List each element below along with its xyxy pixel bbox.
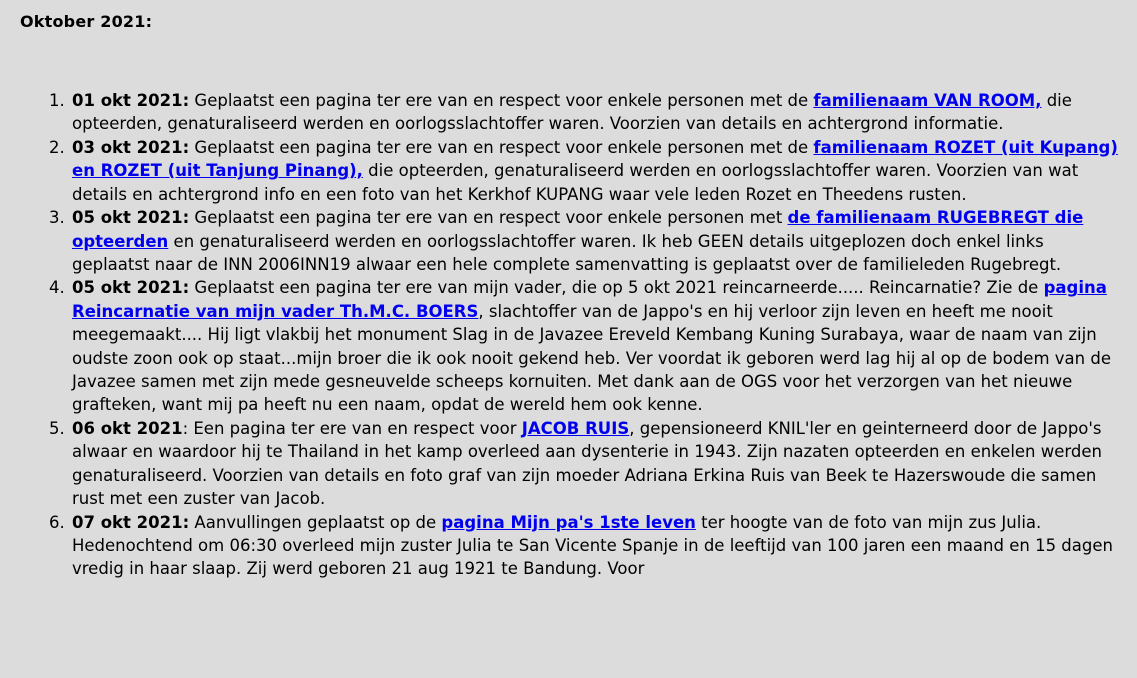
entry-link[interactable]: de familienaam RUGEBREGT die opteerden — [72, 208, 1084, 251]
entry-text-fragment: en genaturaliseerd werden en oorlogsslachtoffer waren. Ik heb GEEN details uitgeplozen doch enkel links geplaatst naar de INN 2006INN19 alwaar een hele complete samenvatting is geplaatst over de familieleden Rugebregt. — [72, 231, 1062, 274]
entry-text-fragment: die opteerden, genaturaliseerd werden en oorlogsslachtoffer waren. Voorzien van wat details en achtergrond info en een foto van het Kerkhof KUPANG waar vele leden Rozet en Theedens rusten. — [72, 161, 1079, 204]
list-item — [70, 417, 1119, 511]
list-item — [70, 276, 1119, 417]
entry-text-fragment: ter hoogte van de foto van mijn zus Julia. Hedenochtend om 06:30 overleed mijn zuster Julia te San Vicente Spanje in de leeftijd van 100 jaren een maand en 15 dagen vredig in haar slaap. Zij werd geboren 21 aug 1921 te Bandung. Voor — [72, 512, 1113, 579]
list-item — [70, 511, 1119, 581]
entry-body — [70, 206, 1119, 276]
entry-text-fragment: die opteerden, genaturaliseerd werden en oorlogsslachtoffer waren. Voorzien van details en achtergrond informatie. — [72, 91, 1072, 134]
entry-body — [70, 511, 1119, 581]
entry-link[interactable]: pagina Reincarnatie van mijn vader Th.M.C. BOERS — [72, 278, 1107, 321]
entry-text-fragment: Geplaatst een pagina ter ere van en respect voor enkele personen met de — [189, 137, 814, 157]
entry-link[interactable]: familienaam ROZET (uit Kupang) en ROZET (uit Tanjung Pinang), — [72, 137, 1118, 181]
update-list — [18, 89, 1119, 581]
entry-link[interactable]: pagina Mijn pa's 1ste leven — [441, 512, 696, 532]
list-item — [70, 136, 1119, 206]
entry-date: 06 okt 2021 — [72, 418, 183, 438]
page-title: Oktober 2021: — [20, 12, 153, 31]
entry-date: 07 okt 2021: — [72, 512, 190, 532]
entry-text-fragment: : Een pagina ter ere van en respect voor — [182, 418, 522, 438]
entry-text-fragment: Geplaatst een pagina ter ere van en respect voor enkele personen met — [189, 208, 788, 228]
entry-body — [70, 417, 1119, 511]
entry-body — [70, 89, 1119, 136]
entry-text-fragment: Aanvullingen geplaatst op de — [189, 512, 442, 532]
entry-text-fragment: , slachtoffer van de Jappo's en hij verloor zijn leven en heeft me nooit meegemaakt.... Hij ligt vlakbij het monument Slag in de Javazee Ereveld Kembang Kuning Surabaya, waar de naam van zijn oudste zoon ook op staat...mijn broer die ik ook nooit gekend heb. Ver voordat ik geboren werd lag hij al op de bodem van de Javazee samen met zijn mede gesneuvelde scheeps kornuiten. Met dank aan de OGS voor het verzorgen van het nieuwe grafteken, want mij pa heeft nu een naam, opdat de wereld hem ook kenne. — [72, 301, 1111, 415]
entry-link[interactable]: familienaam VAN ROOM, — [813, 91, 1042, 110]
entry-text-fragment: , gepensioneerd KNIL'ler en geinterneerd door de Jappo's alwaar en waardoor hij te Thailand in het kamp overleed aan dysenterie in 1943. Zijn nazaten opteerden en enkelen werden genaturaliseerd. Voorzien van details en foto graf van zijn moeder Adriana Erkina Ruis van Beek te Hazerswoude die samen rust met een zuster van Jacob. — [72, 418, 1102, 509]
entry-text-fragment: Geplaatst een pagina ter ere van mijn vader, die op 5 okt 2021 reincarneerde..... Reincarnatie? Zie de — [189, 278, 1044, 298]
entry-text-fragment: Geplaatst een pagina ter ere van en respect voor enkele personen met de — [189, 91, 814, 110]
entry-date: 01 okt 2021: — [72, 91, 190, 110]
entry-date: 05 okt 2021: — [72, 208, 190, 228]
entry-body — [70, 136, 1119, 206]
list-item — [70, 206, 1119, 276]
entry-date: 03 okt 2021: — [72, 137, 190, 157]
entry-date: 05 okt 2021: — [72, 278, 190, 298]
entry-link[interactable]: JACOB RUIS — [521, 418, 630, 438]
entry-body — [70, 276, 1119, 417]
list-item — [70, 89, 1119, 136]
